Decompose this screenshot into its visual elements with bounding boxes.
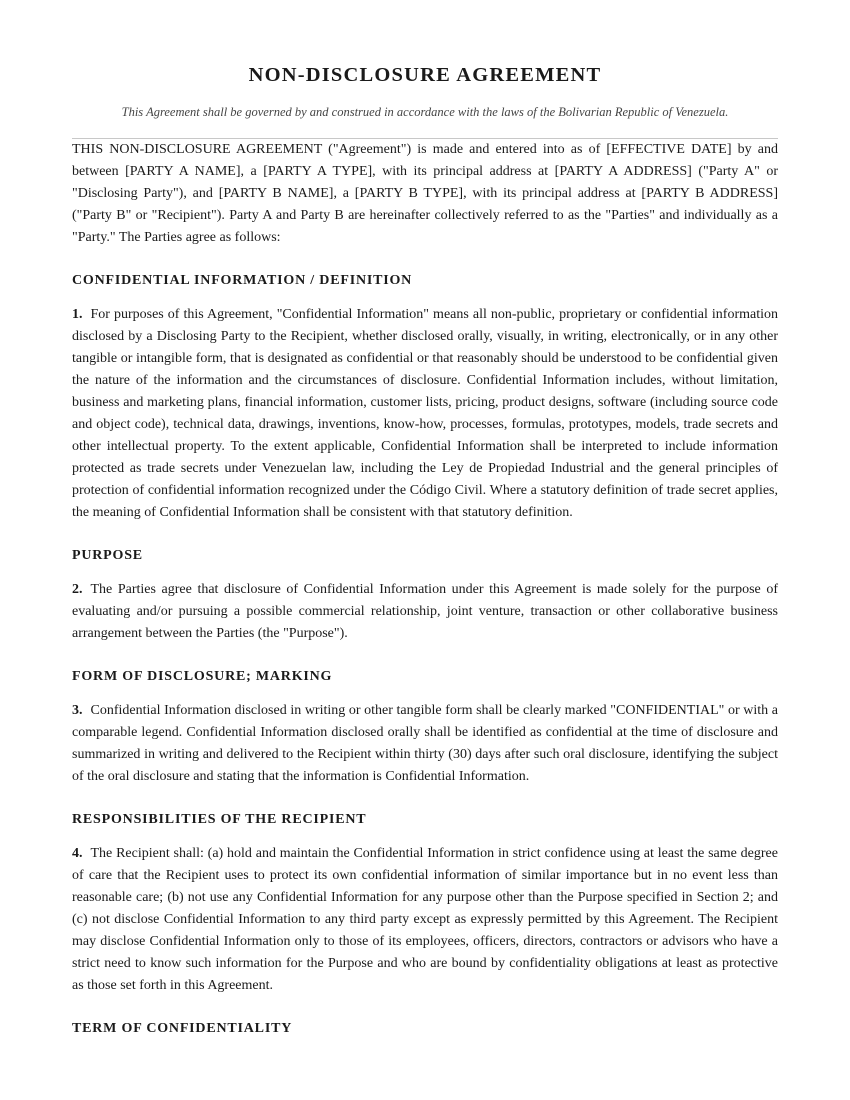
section-heading: TERM OF CONFIDENTIALITY — [72, 1021, 293, 1036]
section-form-of-disclosure — [72, 667, 778, 788]
governing-law-note: This Agreement shall be governed by and construed in accordance with the laws of the Bolivarian Republic of Venezuela. — [121, 105, 729, 119]
clause-number: 1. — [72, 307, 83, 322]
section-heading: FORM OF DISCLOSURE; MARKING — [72, 669, 333, 684]
clause-number: 3. — [72, 703, 83, 718]
document-title: NON-DISCLOSURE AGREEMENT — [248, 64, 602, 86]
section-purpose — [72, 546, 778, 645]
section-heading: CONFIDENTIAL INFORMATION / DEFINITION — [72, 273, 413, 288]
clause-text: For purposes of this Agreement, "Confidential Information" means all non-public, proprietary or confidential information disclosed by a Disclosing Party to the Recipient, whether disclosed orally, visually, in writing, electronically, or in any other tangible or intangible form, that is designated as confidential or that reasonably should be understood to be confidential given the nature of the information and the circumstances of disclosure. Confidential Information includes, without limitation, business and marketing plans, financial information, customer lists, pricing, product designs, software (including source code and object code), technical data, drawings, inventions, know-how, processes, formulas, prototypes, models, trade secrets and other intellectual property. To the extent applicable, Confidential Information shall be interpreted to include information protected as trade secrets under Venezuelan law, including the Ley de Propiedad Industrial and the general principles of protection of confidential information recognized under the Código Civil. Where a statutory definition of trade secret applies, the meaning of Confidential Information shall be consistent with that statutory definition. — [72, 307, 778, 520]
clause-text: Confidential Information disclosed in writing or other tangible form shall be clearly marked "CONFIDENTIAL" or with a comparable legend. Confidential Information disclosed orally shall be identified as confidential at the time of disclosure and summarized in writing and delivered to the Recipient within thirty (30) days after such oral disclosure, identifying the subject of the oral disclosure and stating that the information is Confidential Information. — [72, 703, 778, 784]
section-term-of-confidentiality — [72, 1019, 778, 1039]
clause-number: 2. — [72, 582, 83, 597]
clause-text: The Recipient shall: (a) hold and maintain the Confidential Information in strict confidence using at least the same degree of care that the Recipient uses to protect its own confidential information of similar importance but in no event less than reasonable care; (b) not use any Confidential Information for any purpose other than the Purpose specified in Section 2; and (c) not disclose Confidential Information to any third party except as expressly permitted by this Agreement. The Recipient may disclose Confidential Information only to those of its employees, officers, directors, contractors or advisors who have a strict need to know such information for the Purpose and who are bound by confidentiality obligations at least as protective as those set forth in this Agreement. — [72, 846, 778, 993]
section-heading: PURPOSE — [72, 548, 143, 563]
intro-paragraph: THIS NON-DISCLOSURE AGREEMENT ("Agreement") is made and entered into as of [EFFECTIVE DATE] by and between [PARTY A NAME], a [PARTY A TYPE], with its principal address at [PARTY A ADDRESS] ("Party A" or "Disclosing Party"), and [PARTY B NAME], a [PARTY B TYPE], with its principal address at [PARTY B ADDRESS] ("Party B" or "Recipient"). Party A and Party B are hereinafter collectively referred to as the "Parties" and individually as a "Party." The Parties agree as follows: — [72, 142, 778, 245]
clause-number: 4. — [72, 846, 83, 861]
section-responsibilities — [72, 810, 778, 997]
clause-text: The Parties agree that disclosure of Confidential Information under this Agreement is made solely for the purpose of evaluating and/or pursuing a possible commercial relationship, joint venture, transaction or other collaborative business arrangement between the Parties (the "Purpose"). — [72, 582, 778, 641]
clause-paragraph — [72, 579, 778, 645]
clause-paragraph — [72, 304, 778, 524]
clause-paragraph — [72, 700, 778, 788]
section-confidential-information — [72, 271, 778, 524]
clause-paragraph — [72, 843, 778, 997]
section-heading: RESPONSIBILITIES OF THE RECIPIENT — [72, 812, 367, 827]
